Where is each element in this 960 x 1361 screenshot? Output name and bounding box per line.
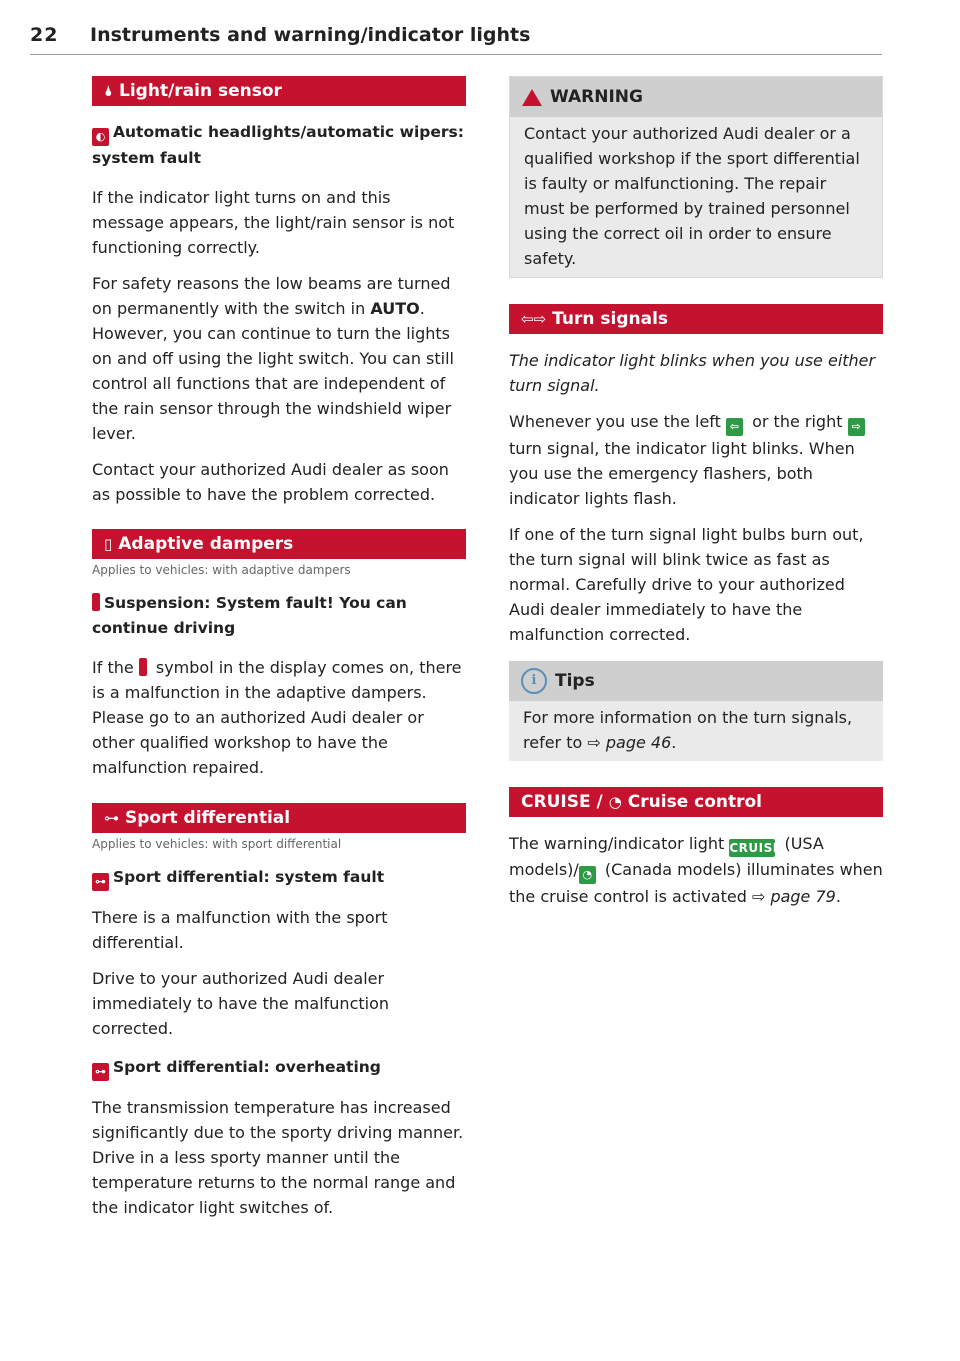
paragraph: If the symbol in the display comes on, there is a malfunction in the adaptive dampers. Please go to an authorized Audi dealer or other qualified workshop to have the malfunction repaired.: [92, 658, 462, 777]
paragraph: Whenever you use the left ⇦ or the right ⇨ turn signal, the indicator light blinks. When you use the emergency flashers, both indicator lights flash.: [509, 409, 883, 511]
paragraph: Contact your authorized Audi dealer as soon as possible to have the problem corrected.: [92, 460, 449, 504]
subheading: ◐ Automatic headlights/automatic wipers: system fault: [92, 123, 464, 167]
tips-box: [509, 661, 883, 761]
paragraph: If the indicator light turns on and this message appears, the light/rain sensor is not functioning correctly.: [92, 188, 455, 257]
cruise-speedometer-icon: ◔: [608, 793, 622, 811]
section-title: Sport differential: [125, 808, 291, 828]
warning-label: WARNING: [550, 87, 643, 107]
warning-triangle-icon: [522, 89, 542, 106]
right-turn-indicator-icon: ⇨: [848, 418, 865, 436]
cruise-label: CRUISE /: [521, 792, 603, 812]
warning-header: [510, 77, 882, 117]
cruise-indicator-icon: CRUISE: [729, 841, 782, 855]
damper-indicator-icon: [92, 593, 100, 611]
paragraph: For safety reasons the low beams are turned on permanently with the switch in AUTO. However, you can continue to turn the lights on and off using the light switch. You can still control all functions that are independent of the rain sensor through the windshield wiper lever.: [92, 274, 454, 443]
paragraph: Drive to your authorized Audi dealer immediately to have the malfunction corrected.: [92, 969, 390, 1038]
section-band-sport-differential: [92, 803, 466, 833]
paragraph: The warning/indicator light CRUISE (USA models)/ ◔ (Canada models) illuminates when the cruise control is activated ⇨ page 79.: [509, 834, 883, 906]
intro-text: The indicator light blinks when you use either turn signal.: [509, 351, 876, 395]
damper-indicator-icon: [139, 658, 147, 676]
section-title: Light/rain sensor: [119, 81, 282, 101]
tips-label: Tips: [555, 671, 595, 691]
section-title: Cruise control: [627, 792, 763, 812]
left-column: [92, 76, 466, 1220]
damper-icon: ▯: [104, 535, 113, 553]
applies-note: Applies to vehicles: with adaptive dampers: [92, 563, 351, 577]
page-number: 22: [30, 24, 59, 46]
subheading: Suspension: System fault! You can continue driving: [92, 594, 407, 637]
sport-differential-icon: ⊶: [104, 809, 119, 827]
left-turn-indicator-icon: ⇦: [726, 418, 743, 436]
sport-differential-overheat-icon: ⊶: [92, 1063, 109, 1081]
header-title: Instruments and warning/indicator lights: [90, 24, 531, 46]
section-title: Turn signals: [552, 309, 669, 329]
light-rain-sensor-icon: 🌢: [104, 82, 114, 100]
tips-header: [509, 661, 883, 701]
right-column: [509, 76, 883, 909]
turn-signal-arrows-icon: ⇦⇨: [521, 310, 547, 328]
section-band-turn-signals: [509, 304, 883, 334]
paragraph: The transmission temperature has increased significantly due to the sporty driving manner. Drive in a less sporty manner until the temperature returns to the normal range and the indicator light switches of.: [92, 1098, 464, 1217]
section-band-cruise-control: [509, 787, 883, 817]
subheading: ⊶ Sport differential: overheating: [92, 1055, 466, 1081]
sport-differential-fault-icon: ⊶: [92, 873, 109, 891]
warning-body: Contact your authorized Audi dealer or a qualified workshop if the sport differential is faulty or malfunctioning. The repair must be performed by trained personnel using the correct oil in order to ensure safety.: [524, 124, 860, 268]
paragraph: If one of the turn signal light bulbs burn out, the turn signal will blink twice as fast as normal. Carefully drive to your authorized Audi dealer immediately to have the malfunction corrected.: [509, 525, 864, 644]
info-icon: i: [521, 668, 547, 694]
section-band-light-rain: [92, 76, 466, 106]
cruise-canada-indicator-icon: ◔: [579, 866, 596, 884]
subheading: ⊶ Sport differential: system fault: [92, 865, 466, 891]
page-header: [30, 24, 882, 55]
paragraph: There is a malfunction with the sport differential.: [92, 908, 388, 952]
warning-box: [509, 76, 883, 278]
applies-note: Applies to vehicles: with sport differential: [92, 837, 342, 851]
section-title: Adaptive dampers: [118, 534, 294, 554]
light-rain-indicator-icon: ◐: [92, 128, 109, 146]
section-band-adaptive-dampers: [92, 529, 466, 559]
tips-body: For more information on the turn signals, refer to ⇨ page 46.: [523, 708, 853, 752]
